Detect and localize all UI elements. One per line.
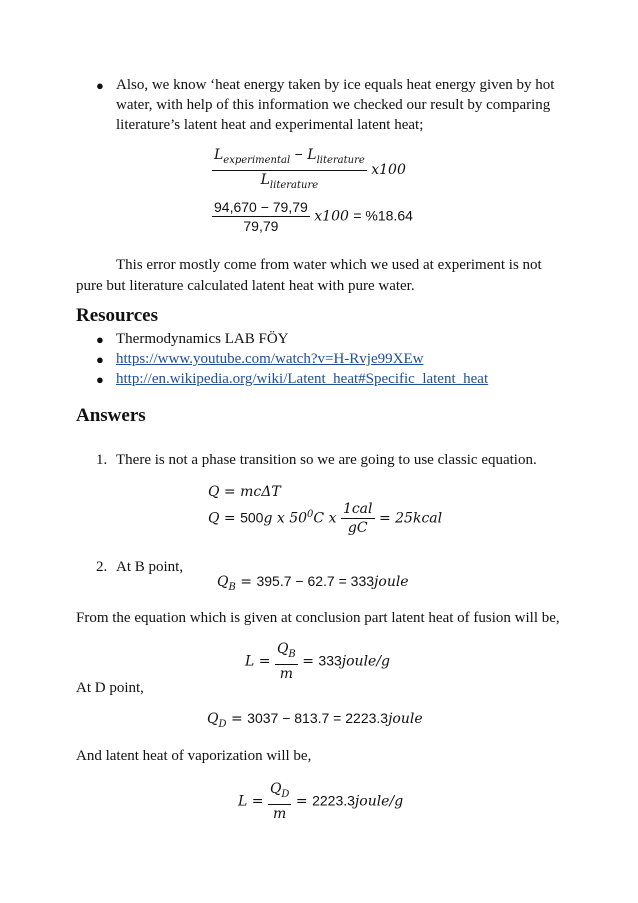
qd-sub: D — [218, 718, 227, 730]
eq2-frac-top: 1cal — [342, 501, 373, 517]
eq2-c: C x — [313, 510, 341, 527]
error-paragraph-line-2: pure but literature calculated latent heat with pure water. — [76, 278, 415, 294]
lf-eq: = — [297, 653, 319, 670]
l-lit: L — [307, 147, 317, 163]
intro-line-2: water, with help of this information we checked our result by comparing — [116, 97, 551, 113]
qd-unit: joule — [388, 711, 423, 727]
equation-q-mc-dt: Q = mcΔT — [208, 484, 281, 500]
d-point-text: At D point, — [76, 680, 144, 696]
l-exp-sub: experimental — [223, 154, 291, 166]
error-paragraph-line-1: This error mostly come from water which we used at experiment is not — [116, 257, 542, 273]
answer-1-number: 1. — [96, 452, 108, 468]
lv-value: 2223.3 — [312, 792, 355, 809]
lv-frac-top-sub: D — [281, 788, 290, 800]
error-formula-numeric — [212, 198, 413, 235]
qb-symbol: Q — [217, 574, 229, 590]
qb-eq: = — [235, 574, 257, 590]
equation-qd — [207, 710, 423, 730]
fusion-intro-text: From the equation which is given at conclusion part latent heat of fusion will be, — [76, 610, 560, 626]
equation-qb — [217, 573, 409, 593]
lv-lhs: L = — [238, 793, 268, 810]
lv-frac-top: Q — [269, 781, 282, 797]
lf-fraction — [275, 640, 298, 683]
answer-2-text: At B point, — [116, 559, 184, 575]
l-lit-den-sub: literature — [269, 179, 319, 191]
lv-unit: joule/g — [354, 793, 404, 810]
answer-2-number: 2. — [96, 559, 108, 575]
numeric-times-100: x100 — [314, 208, 349, 225]
l-lit-sub: literature — [316, 154, 365, 166]
numeric-numerator: 94,670 − 79,79 — [214, 199, 308, 215]
resource-link-youtube[interactable]: https://www.youtube.com/watch?v=H-Rvje99XEw — [116, 351, 424, 367]
error-formula-symbolic — [212, 145, 406, 195]
qd-calc: 3037 − 813.7 = 2223.3 — [247, 710, 389, 726]
resource-link-wikipedia[interactable]: http://en.wikipedia.org/wiki/Latent_heat#Specific_latent_heat — [116, 371, 489, 387]
l-lit-den: L — [260, 171, 270, 188]
eq2-rhs: = 25kcal — [374, 510, 443, 527]
qb-sub: B — [228, 581, 236, 593]
intro-line-1: Also, we know ‘heat energy taken by ice equals heat energy given by hot — [116, 77, 555, 93]
answers-heading: Answers — [76, 405, 146, 426]
bullet-dot-icon: ● — [96, 372, 104, 387]
resources-heading: Resources — [76, 305, 158, 326]
qd-eq: = — [226, 711, 248, 727]
eq2-frac-bot: gC — [347, 520, 368, 536]
lv-frac-bot: m — [273, 805, 287, 822]
times-100: x100 — [371, 161, 406, 178]
lv-fraction — [268, 780, 292, 823]
answer-1-text: There is not a phase transition so we are going to use classic equation. — [116, 452, 537, 468]
bullet-dot-icon: ● — [96, 332, 104, 347]
qb-unit: joule — [374, 574, 409, 590]
eq2-sup: 0 — [307, 508, 314, 520]
lf-value: 333 — [318, 652, 342, 669]
lf-frac-top: Q — [276, 641, 289, 657]
resource-item-foy: Thermodynamics LAB FÖY — [116, 331, 289, 347]
intro-line-3: literature’s latent heat and experimental latent heat; — [116, 117, 424, 133]
numeric-fraction — [212, 198, 310, 235]
eq2-lhs: Q = — [208, 510, 241, 527]
eq2-mid: g x 50 — [263, 510, 308, 527]
equation-q-calc — [208, 500, 442, 537]
lf-frac-top-sub: B — [288, 648, 296, 660]
error-fraction — [212, 145, 367, 195]
l-exp: L — [214, 147, 224, 163]
bullet-dot-icon: ● — [96, 352, 104, 367]
lf-frac-bot: m — [279, 665, 293, 682]
lv-eq: = — [291, 793, 313, 810]
vaporization-intro-text: And latent heat of vaporization will be, — [76, 748, 312, 764]
lf-lhs: L = — [245, 653, 275, 670]
eq2-mass: 500 — [240, 509, 264, 526]
eq2-fraction — [341, 500, 375, 537]
qb-calc: 395.7 − 62.7 = 333 — [256, 573, 375, 589]
qd-symbol: Q — [207, 711, 219, 727]
error-result: = %18.64 — [353, 207, 413, 224]
numeric-denominator: 79,79 — [243, 218, 279, 234]
bullet-dot-icon: ● — [96, 78, 104, 93]
lf-unit: joule/g — [341, 653, 391, 670]
minus-sign: − — [294, 146, 303, 162]
equation-latent-vaporization — [238, 780, 403, 823]
equation-latent-fusion — [245, 640, 390, 683]
